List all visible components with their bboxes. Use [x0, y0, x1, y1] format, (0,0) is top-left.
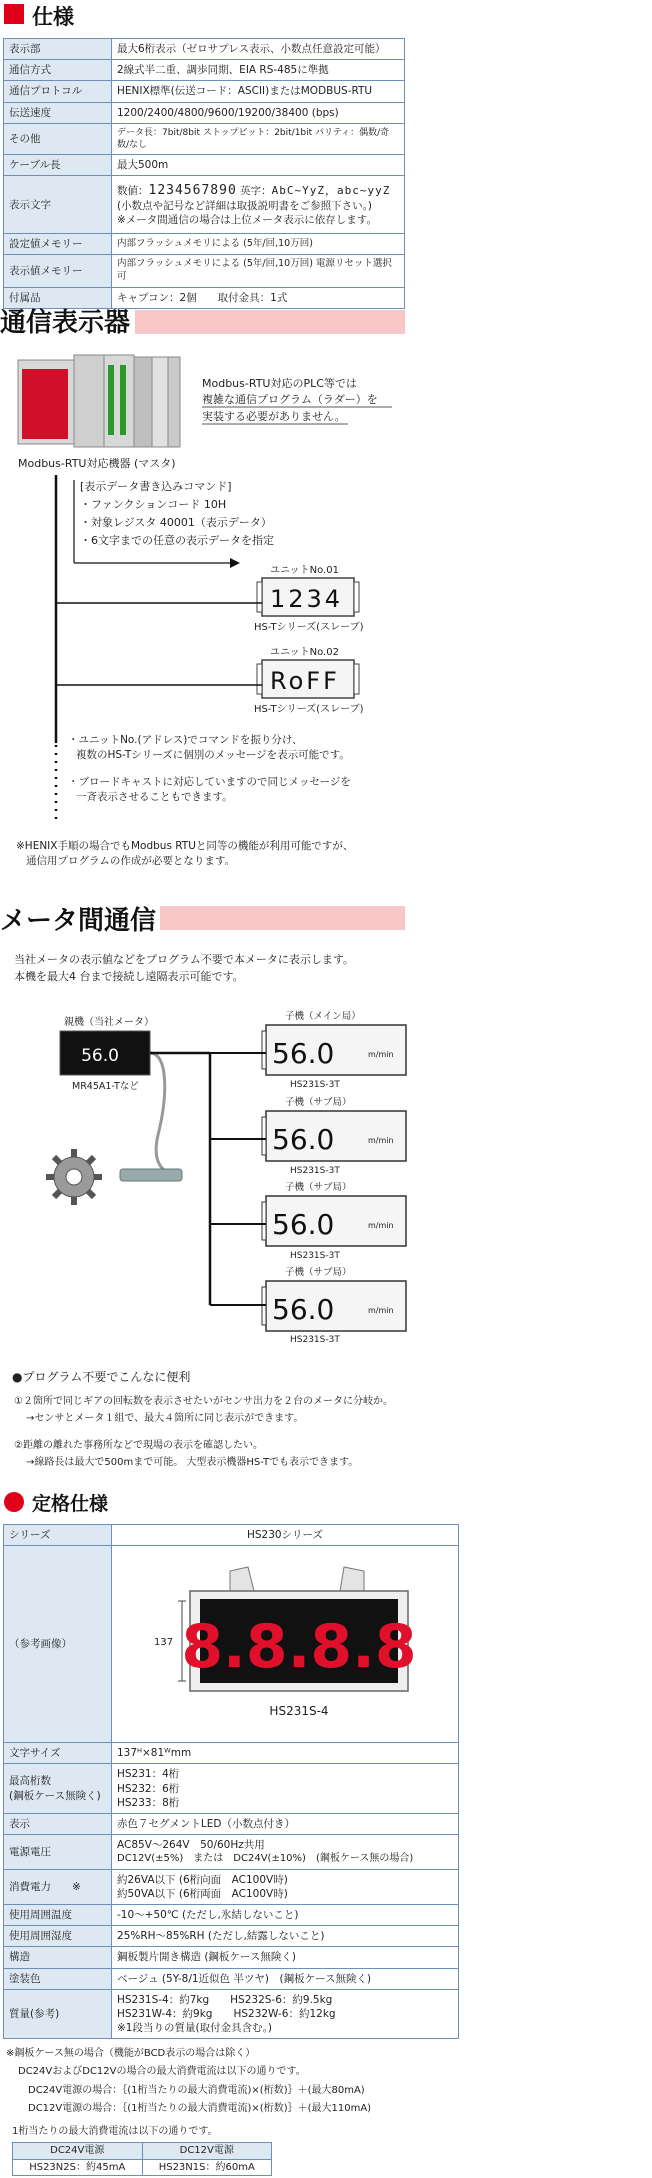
bullet2-line-a: ・ブロードキャストに対応していますので同じメッセージを: [68, 776, 351, 788]
row-label: その他: [4, 123, 112, 154]
alpha-chars: AbC~YyZ，abc~yyZ: [271, 183, 391, 197]
comm-title-bar: [135, 310, 405, 334]
table-row: [4, 81, 405, 102]
spec-table: [3, 38, 405, 309]
table-row: [4, 1835, 459, 1870]
table-row: [4, 39, 405, 60]
row-label: 付属品: [4, 287, 112, 308]
display-chars-note: ※メータ間通信の場合は上位メータ表示に依存します。: [117, 214, 377, 227]
child-value: 56.0: [272, 1208, 335, 1241]
table-row: [4, 60, 405, 81]
rating-note-1: ※鋼板ケース無の場合（機能がBCD表示の場合は除く）: [6, 2048, 256, 2059]
comm-title: 通信表示器: [0, 308, 131, 338]
table-row: [4, 1813, 459, 1834]
value-line: DC12V(±5%) または DC24V(±10%) (鋼板ケース無の場合): [117, 1853, 414, 1865]
table-row: [4, 1743, 459, 1764]
child-model: HS231S-3T: [290, 1335, 340, 1345]
value-line: 137ᴴ×81ᵂmm: [117, 1747, 192, 1760]
row-label: 使用周囲湿度: [4, 1926, 112, 1947]
row-value: [112, 1743, 459, 1764]
row-value: [112, 176, 405, 234]
unit2-slave-label: HS-Tシリーズ(スレーブ): [254, 704, 364, 715]
table-row: [4, 176, 405, 234]
value-line: ※1段当りの質量(取付金具含む。): [117, 2022, 272, 2035]
column-header: DC24V電源: [13, 2143, 143, 2160]
table-row: [4, 123, 405, 154]
section-marker-icon: [4, 4, 24, 24]
value-line: 25%RH～85%RH (ただし,結露しないこと): [117, 1930, 325, 1943]
table-row: [4, 102, 405, 123]
conv-head: ●プログラム不要でこんなに便利: [12, 1370, 191, 1384]
row-value: 最大500m: [112, 154, 405, 175]
table-row: [4, 154, 405, 175]
value-line: AC85V～264V 50/60Hz共用: [117, 1839, 265, 1852]
ref-image: [120, 1549, 450, 1739]
child-model: HS231S-3T: [290, 1251, 340, 1261]
row-value: 内部フラッシュメモリによる (5年/回,10万回) 電源リセット選択可: [112, 255, 405, 288]
value-line: 約26VA以下 (6桁向面 AC100V時): [117, 1873, 288, 1886]
child-label: 子機（メイン局）: [285, 1011, 361, 1022]
rating-title: 定格仕様: [32, 1493, 109, 1515]
child-meter: [210, 1010, 406, 1090]
row-value: 最大6桁表示（ゼロサプレス表示、小数点任意設定可能）: [112, 39, 405, 60]
comm-footnote-1: ※HENIX手順の場合でもModbus RTUと同等の機能が利用可能ですが、: [16, 840, 354, 852]
ref-dimension: 137: [154, 1637, 174, 1649]
row-value: [112, 1947, 459, 1968]
row-value: HS230シリーズ: [112, 1525, 459, 1546]
row-value: HENIX標準(伝送コード：ASCII)またはMODBUS-RTU: [112, 81, 405, 102]
child-meter: [210, 1096, 406, 1176]
ref-model: HS231S-4: [269, 1704, 329, 1719]
value-line: 約50VA以下 (6桁両面 AC100V時): [117, 1887, 288, 1900]
value-line: 鋼板製片開き構造 (鋼板ケース無険く): [117, 1951, 297, 1964]
row-label: 質量(参考): [4, 1989, 112, 2039]
parent-value: 56.0: [81, 1046, 119, 1066]
row-value: [112, 1813, 459, 1834]
row-label: 塗装色: [4, 1968, 112, 1989]
display-chars-line: [117, 182, 399, 200]
cmd-line-4: ・6文字までの任意の表示データを指定: [80, 534, 274, 547]
parent-model: MR45A1-Tなど: [72, 1081, 139, 1092]
row-value: キャプコン：2個 取付金具：1式: [112, 287, 405, 308]
cmd-line-1: [表示データ書き込みコマンド]: [80, 480, 232, 493]
rating-note-4: DC12V電源の場合：｛(1桁当たりの最大消費電流)×(桁数)｝＋(最大110mA): [28, 2103, 372, 2114]
row-label: 文字サイズ: [4, 1743, 112, 1764]
child-model: HS231S-3T: [290, 1166, 340, 1176]
rating-note-2: DC24VおよびDC12Vの場合の最大消費電流は以下の通りです。: [18, 2066, 306, 2077]
row-value: 内部フラッシュメモリによる (5年/回,10万回): [112, 234, 405, 255]
value-line: ベージュ (5Y-8/1近似色 半ツヤ) (鋼板ケース無険く): [117, 1972, 372, 1985]
rating-note-3: DC24V電源の場合：｛(1桁当たりの最大消費電流)×(桁数)｝＋(最大80mA): [28, 2085, 365, 2096]
spec-title: 仕様: [32, 5, 74, 29]
child-unit: m/min: [368, 1306, 394, 1315]
plc-note-2: 複雑な通信プログラム（ラダー）を: [202, 393, 378, 406]
conv-2a: ②距離の離れた事務所などで現場の表示を確認したい。: [14, 1440, 263, 1451]
meter-intro-1: 当社メータの表示値などをプログラム不要で本メータに表示します。: [14, 953, 355, 966]
unit2-display: RoFF: [270, 667, 340, 695]
row-label: [4, 1764, 112, 1814]
table-row: [4, 1869, 459, 1904]
table-cell: HS23N2S：約45mA: [13, 2159, 143, 2176]
table-row: [4, 1947, 459, 1968]
row-label: ケーブル長: [4, 154, 112, 175]
label-line: 最高桁数: [9, 1775, 51, 1788]
row-label: （参考画像）: [4, 1546, 112, 1743]
child-label: 子機（サブ局）: [285, 1267, 352, 1278]
cmd-line-3: ・対象レジスタ 40001（表示データ）: [80, 516, 272, 529]
row-value: データ長：7bit/8bit ストップビット：2bit/1bit パリティ：偶数/奇数/なし: [112, 123, 405, 154]
table-row: [4, 1546, 459, 1743]
plc-icon: [18, 355, 180, 447]
value-line: HS231：4桁: [117, 1768, 180, 1781]
table-row: [4, 1525, 459, 1546]
section-marker-icon: [4, 1492, 24, 1512]
conv-1b: →センサとメータ１組で、最大４箇所に同じ表示ができます。: [26, 1413, 304, 1424]
bullet2-line-b: 一斉表示させることもできます。: [76, 791, 233, 803]
table-row: [4, 1926, 459, 1947]
row-value: [112, 1869, 459, 1904]
gear-icon: [46, 1149, 102, 1205]
table-row: [13, 2143, 272, 2160]
conv-2b: →線路長は最大で500mまで可能。 大型表示機器HS-Tでも表示できます。: [26, 1457, 359, 1468]
plc-note-1: Modbus-RTU対応のPLC等では: [202, 377, 357, 390]
meter-title-bar: [160, 906, 405, 930]
bullet1-line-a: ・ユニットNo.(アドレス)でコマンドを振り分け、: [68, 734, 303, 746]
plc-note-3: 実装する必要がありません。: [202, 410, 346, 423]
row-label: 表示値メモリー: [4, 255, 112, 288]
current-table: [12, 2142, 272, 2176]
child-value: 56.0: [272, 1037, 335, 1070]
table-row: [4, 1905, 459, 1926]
table-row: [4, 1968, 459, 1989]
alpha-label: 英字：: [240, 184, 272, 197]
value-line: HS231W-4：約9kg HS232W-6：約12kg: [117, 2007, 336, 2020]
row-value: 1200/2400/4800/9600/19200/38400 (bps): [112, 102, 405, 123]
column-header: DC12V電源: [142, 2143, 272, 2160]
row-value: [112, 1926, 459, 1947]
table-cell: HS23N1S：約60mA: [142, 2159, 272, 2176]
value-line: 赤色７セグメントLED（小数点付き）: [117, 1817, 295, 1830]
row-label: 表示部: [4, 39, 112, 60]
child-unit: m/min: [368, 1136, 394, 1145]
row-label: 通信プロトコル: [4, 81, 112, 102]
comm-diagram: [0, 345, 652, 865]
row-label: 構造: [4, 1947, 112, 1968]
unit1-label: ユニットNo.01: [270, 565, 339, 576]
ref-display: 8.8.8.8: [181, 1612, 417, 1683]
value-line: -10～+50℃ (ただし,氷結しないこと): [117, 1909, 299, 1922]
meter-intro-2: 本機を最大4 台まで接続し遠隔表示可能です。: [14, 970, 244, 983]
label-line: (鋼板ケース無険く): [9, 1789, 101, 1802]
row-value: [112, 1968, 459, 1989]
unit1-slave-label: HS-Tシリーズ(スレーブ): [254, 622, 364, 633]
unit2-label: ユニットNo.02: [270, 647, 339, 658]
row-label: 伝送速度: [4, 102, 112, 123]
display-chars-note: (小数点や記号など詳細は取扱説明書をご参照下さい。): [117, 200, 372, 213]
child-value: 56.0: [272, 1293, 335, 1326]
value-line: HS231S-4：約7kg HS232S-6：約9.5kg: [117, 1993, 333, 2006]
table-row: [4, 1989, 459, 2039]
rating-note-5: 1桁当たりの最大消費電流は以下の通りです。: [12, 2126, 218, 2137]
table-row: [4, 1764, 459, 1814]
child-value: 56.0: [272, 1123, 335, 1156]
row-label: 設定値メモリー: [4, 234, 112, 255]
row-label: 表示: [4, 1813, 112, 1834]
child-label: 子機（サブ局）: [285, 1097, 352, 1108]
child-label: 子機（サブ局）: [285, 1182, 352, 1193]
child-meter: [210, 1181, 406, 1261]
comm-footnote-2: 通信用プログラムの作成が必要となります。: [26, 855, 236, 865]
row-value: 2線式半二重、調歩同期、EIA RS-485に準拠: [112, 60, 405, 81]
child-model: HS231S-3T: [290, 1080, 340, 1090]
child-unit: m/min: [368, 1050, 394, 1059]
table-row: [13, 2159, 272, 2176]
conv-1a: ①２箇所で同じギアの回転数を表示させたいがセンサ出力を２台のメータに分岐か。: [14, 1396, 393, 1407]
unit1-display: 1234: [270, 585, 344, 613]
ref-image-cell: [112, 1546, 459, 1743]
value-line: HS233：8桁: [117, 1796, 180, 1809]
child-unit: m/min: [368, 1221, 394, 1230]
row-label: 通信方式: [4, 60, 112, 81]
parent-label: 親機（当社メータ）: [64, 1017, 154, 1028]
table-row: [4, 234, 405, 255]
child-meter: [210, 1266, 406, 1331]
table-row: [4, 255, 405, 288]
row-value: [112, 1905, 459, 1926]
numeric-label: 数値：: [117, 184, 149, 197]
bullet1-line-b: 複数のHS-Tシリーズに個別のメッセージを表示可能です。: [76, 749, 350, 761]
row-value: [112, 1764, 459, 1814]
meter-title: メータ間通信: [0, 906, 157, 936]
value-line: HS232：6桁: [117, 1782, 180, 1795]
master-label: Modbus-RTU対応機器 (マスタ): [18, 457, 176, 470]
row-label: 消費電力 ※: [4, 1869, 112, 1904]
row-label: 電源電圧: [4, 1835, 112, 1870]
meter-diagram: [0, 1005, 652, 1335]
cmd-line-2: ・ファンクションコード 10H: [80, 498, 227, 511]
rating-table: [3, 1524, 459, 2039]
numeric-chars: 1234567890: [148, 182, 237, 198]
row-value: [112, 1835, 459, 1870]
row-label: 表示文字: [4, 176, 112, 234]
row-label: 使用周囲温度: [4, 1905, 112, 1926]
row-value: [112, 1989, 459, 2039]
row-label: シリーズ: [4, 1525, 112, 1546]
